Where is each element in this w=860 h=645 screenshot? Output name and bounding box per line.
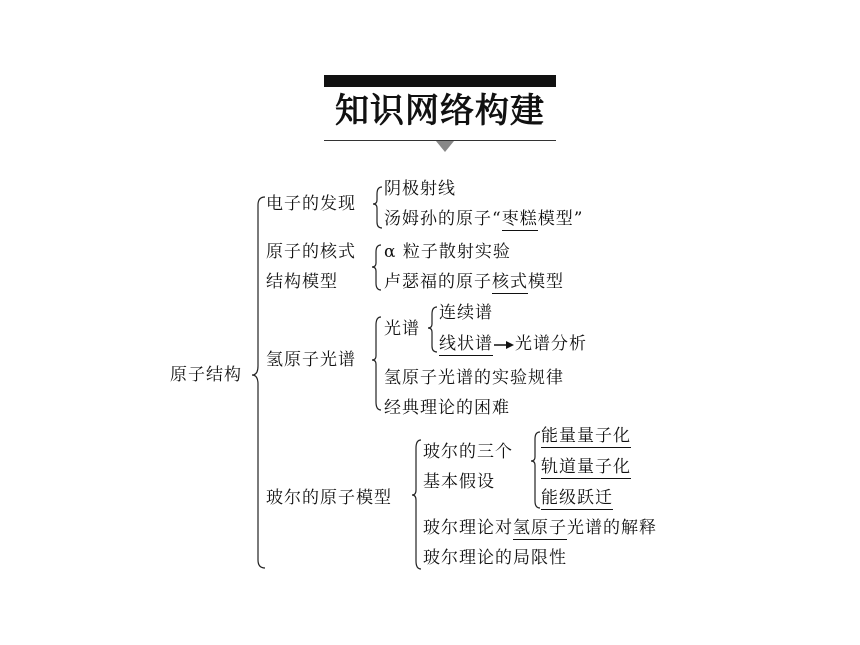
continuous-spectrum-item: 连续谱 [439, 303, 493, 323]
classical-difficulty-item: 经典理论的困难 [384, 398, 510, 418]
hydrogen-atom-keyword: 氢原子 [513, 518, 567, 538]
nuclear-keyword: 核式 [492, 272, 528, 292]
hydrogen-spectrum-label: 氢原子光谱 [266, 350, 356, 370]
brace-bohr [412, 440, 421, 569]
nuclear-model-label-line1: 原子的核式 [266, 242, 356, 262]
brace-spectrum [428, 307, 437, 352]
right-arrow-icon [494, 340, 514, 350]
brace-root [252, 197, 265, 568]
line-spectrum-keyword: 线状谱 [439, 334, 493, 354]
bohr-postulates-label-line1: 玻尔的三个 [423, 442, 513, 462]
postulate-item: 轨道量子化 [541, 457, 631, 477]
line-spectrum-item: 线状谱 光谱分析 [439, 334, 587, 354]
postulate-item: 能级跃迁 [541, 488, 613, 508]
brace-postulates [531, 432, 540, 508]
brace-electron [373, 187, 382, 228]
electron-discovery-label: 电子的发现 [266, 194, 356, 214]
page-title: 知识网络构建 [335, 91, 545, 131]
postulate-item: 能量量子化 [541, 426, 631, 446]
cathode-ray-item: 阴极射线 [384, 179, 456, 199]
bohr-model-label: 玻尔的原子模型 [266, 488, 392, 508]
bohr-limitation-item: 玻尔理论的局限性 [423, 548, 567, 568]
thomson-model-item: 汤姆孙的原子“枣糕模型” [384, 209, 584, 229]
rutherford-model-item: 卢瑟福的原子核式模型 [384, 272, 564, 292]
plum-pudding-keyword: 枣糕 [501, 209, 538, 229]
bohr-explanation-item: 玻尔理论对氢原子光谱的解释 [423, 518, 657, 538]
brace-hydrogen [372, 317, 381, 410]
alpha-scattering-item: α 粒子散射实验 [384, 242, 511, 262]
bohr-postulates-label-line2: 基本假设 [423, 472, 495, 492]
spectrum-rule-item: 氢原子光谱的实验规律 [384, 368, 564, 388]
brace-nuclear [372, 245, 381, 290]
root-label: 原子结构 [170, 365, 242, 385]
nuclear-model-label-line2: 结构模型 [266, 272, 338, 292]
spectrum-label: 光谱 [384, 319, 420, 339]
